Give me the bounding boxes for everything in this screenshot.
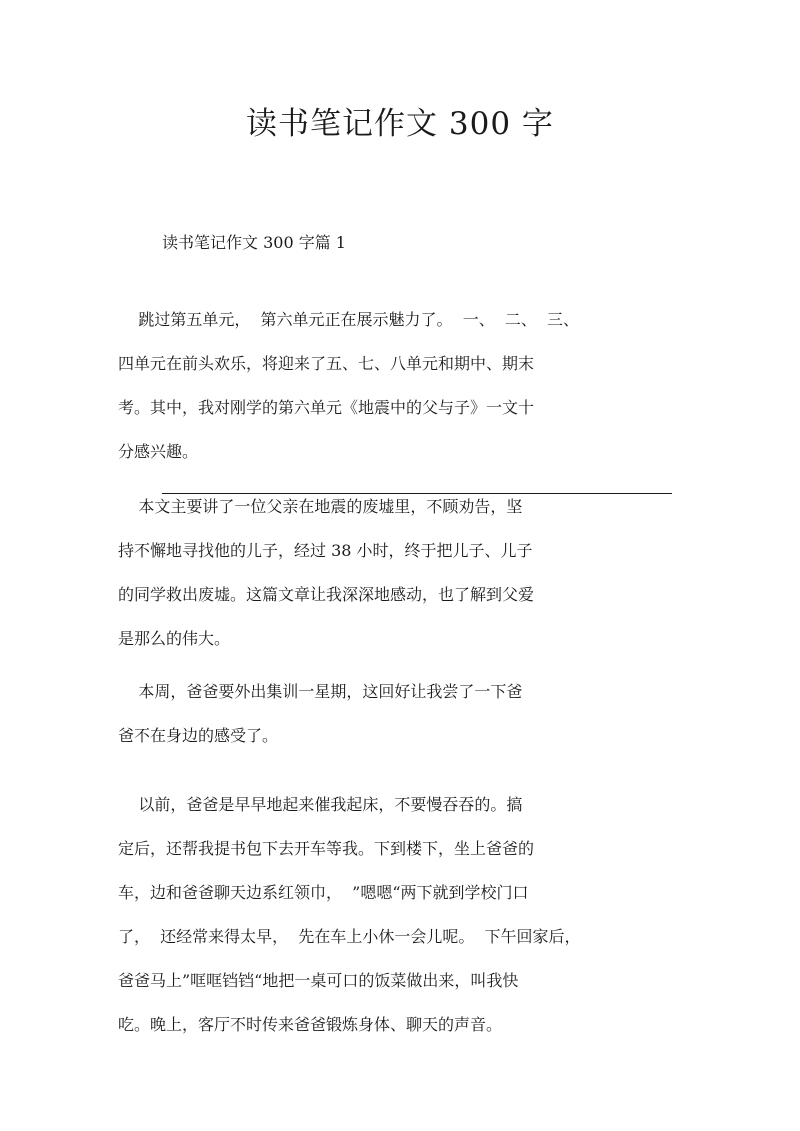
paragraph-line: 跳过第五单元， 第六单元正在展示魅力了。 一、 二、 三、: [118, 310, 580, 329]
paragraph-line: 四单元在前头欢乐，将迎来了五、七、八单元和期中、期末: [118, 354, 535, 373]
paragraph-line: 爸爸马上”哐哐铛铛“地把一桌可口的饭菜做出来，叫我快: [118, 971, 519, 990]
paragraph-line: 是那么的伟大。: [118, 629, 231, 648]
paragraph-3: [118, 670, 522, 758]
paragraph-line: 爸不在身边的感受了。: [118, 726, 279, 745]
document-title: 读书笔记作文 300 字: [246, 106, 554, 142]
paragraph-line: 吃。晚上，客厅不时传来爸爸锻炼身体、聊天的声音。: [118, 1015, 503, 1034]
paragraph-line: 考。其中，我对刚学的第六单元《地震中的父与子》一文十: [118, 398, 535, 417]
paragraph-line: 本文主要讲了一位父亲在地震的废墟里，不顾劝告，坚: [118, 497, 523, 516]
paragraph-line: 持不懈地寻找他的儿子，经过 38 小时，终于把儿子、儿子: [118, 541, 533, 560]
document-subtitle: 读书笔记作文 300 字篇 1: [162, 233, 346, 252]
paragraph-line: 以前，爸爸是早早地起来催我起床，不要慢吞吞的。搞: [118, 795, 523, 814]
paragraph-line: 分感兴趣。: [118, 442, 199, 461]
paragraph-line: 定后，还帮我提书包下去开车等我。下到楼下，坐上爸爸的: [118, 839, 535, 858]
paragraph-4: [118, 783, 581, 1047]
paragraph-line: 的同学救出废墟。这篇文章让我深深地感动，也了解到父爱: [118, 585, 535, 604]
paragraph-line: 车，边和爸爸聊天边系红领巾， ”嗯嗯“两下就到学校门口: [118, 883, 529, 902]
paragraph-line: 本周，爸爸要外出集训一星期，这回好让我尝了一下爸: [118, 682, 523, 701]
paragraph-line: 了， 还经常来得太早， 先在车上小休一会儿呢。 下午回家后，: [118, 927, 581, 946]
paragraph-2: [118, 485, 534, 661]
paragraph-1: [118, 298, 579, 474]
